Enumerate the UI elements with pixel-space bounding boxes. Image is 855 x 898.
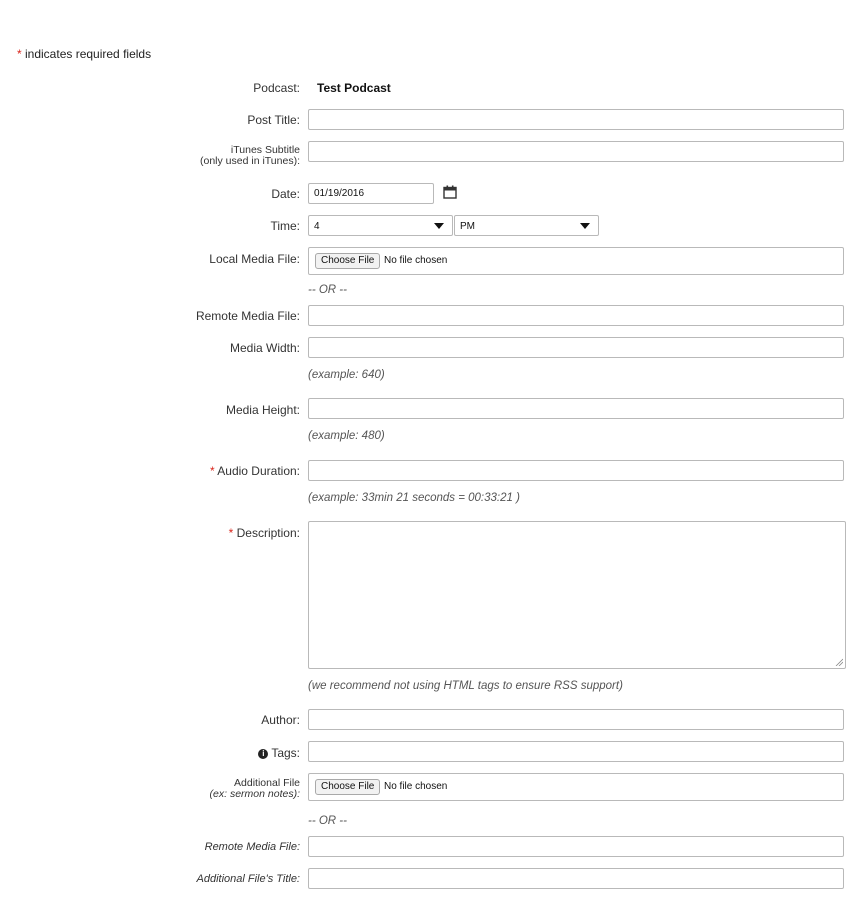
time-label: Time: — [270, 219, 300, 233]
or-separator: -- OR -- — [308, 815, 347, 827]
choose-file-button[interactable]: Choose File — [315, 253, 380, 269]
or-separator: -- OR -- — [308, 284, 347, 296]
audio-duration-hint: (example: 33min 21 seconds = 00:33:21 ) — [308, 492, 520, 504]
chevron-down-icon — [580, 223, 590, 229]
author-input[interactable] — [308, 709, 844, 730]
required-star: * — [209, 464, 215, 478]
additional-file-field — [308, 773, 844, 801]
required-star: * — [228, 526, 234, 540]
ampm-value: PM — [460, 221, 475, 232]
required-fields-note — [17, 47, 151, 61]
local-media-file-field — [308, 247, 844, 275]
description-label-text: Description: — [233, 526, 300, 540]
remote-media-file-label: Remote Media File: — [195, 309, 300, 323]
remote-media-file-2-label: Remote Media File: — [204, 841, 300, 853]
audio-duration-input[interactable] — [308, 460, 844, 481]
media-width-input[interactable] — [308, 337, 844, 358]
description-hint: (we recommend not using HTML tags to ensure RSS support) — [308, 680, 623, 692]
file-status: No file chosen — [384, 255, 448, 266]
media-height-input[interactable] — [308, 398, 844, 419]
tags-input[interactable] — [308, 741, 844, 762]
audio-duration-label — [0, 464, 300, 478]
audio-duration-label-text: Audio Duration: — [214, 464, 300, 478]
date-input[interactable]: 01/19/2016 — [308, 183, 434, 204]
ampm-select[interactable] — [454, 215, 599, 236]
additional-file-label-line2: (ex: sermon notes): — [209, 788, 300, 800]
local-media-file-label: Local Media File: — [209, 252, 300, 266]
remote-media-file-input[interactable] — [308, 305, 844, 326]
required-star: * — [17, 47, 22, 61]
resize-handle-icon[interactable] — [835, 658, 843, 666]
additional-file-label-line1: Additional File — [234, 777, 300, 789]
itunes-subtitle-label — [0, 145, 300, 167]
remote-media-file-2-input[interactable] — [308, 836, 844, 857]
required-note-text: indicates required fields — [21, 47, 152, 61]
description-textarea[interactable] — [308, 521, 846, 669]
itunes-subtitle-label-line2: (only used in iTunes): — [200, 155, 300, 167]
hour-select[interactable] — [308, 215, 453, 236]
additional-file-label — [0, 778, 300, 800]
post-title-label: Post Title: — [247, 113, 300, 127]
choose-file-button[interactable]: Choose File — [315, 779, 380, 795]
tags-label — [0, 746, 300, 760]
info-icon[interactable]: i — [258, 749, 268, 759]
podcast-label: Podcast: — [253, 81, 300, 95]
media-height-hint: (example: 480) — [308, 430, 385, 442]
media-height-label: Media Height: — [225, 403, 300, 417]
post-title-input[interactable] — [308, 109, 844, 130]
media-width-hint: (example: 640) — [308, 369, 385, 381]
additional-file-title-label: Additional File's Title: — [196, 873, 300, 885]
tags-label-text: Tags: — [271, 746, 300, 760]
itunes-subtitle-input[interactable] — [308, 141, 844, 162]
author-label: Author: — [261, 713, 300, 727]
hour-value: 4 — [314, 221, 320, 232]
description-label — [0, 526, 300, 540]
additional-file-title-input[interactable] — [308, 868, 844, 889]
file-status: No file chosen — [384, 781, 448, 792]
itunes-subtitle-label-line1: iTunes Subtitle — [230, 144, 300, 156]
media-width-label: Media Width: — [229, 341, 300, 355]
date-label: Date: — [271, 187, 300, 201]
podcast-name: Test Podcast — [317, 81, 391, 95]
calendar-icon[interactable] — [443, 185, 457, 199]
chevron-down-icon — [434, 223, 444, 229]
